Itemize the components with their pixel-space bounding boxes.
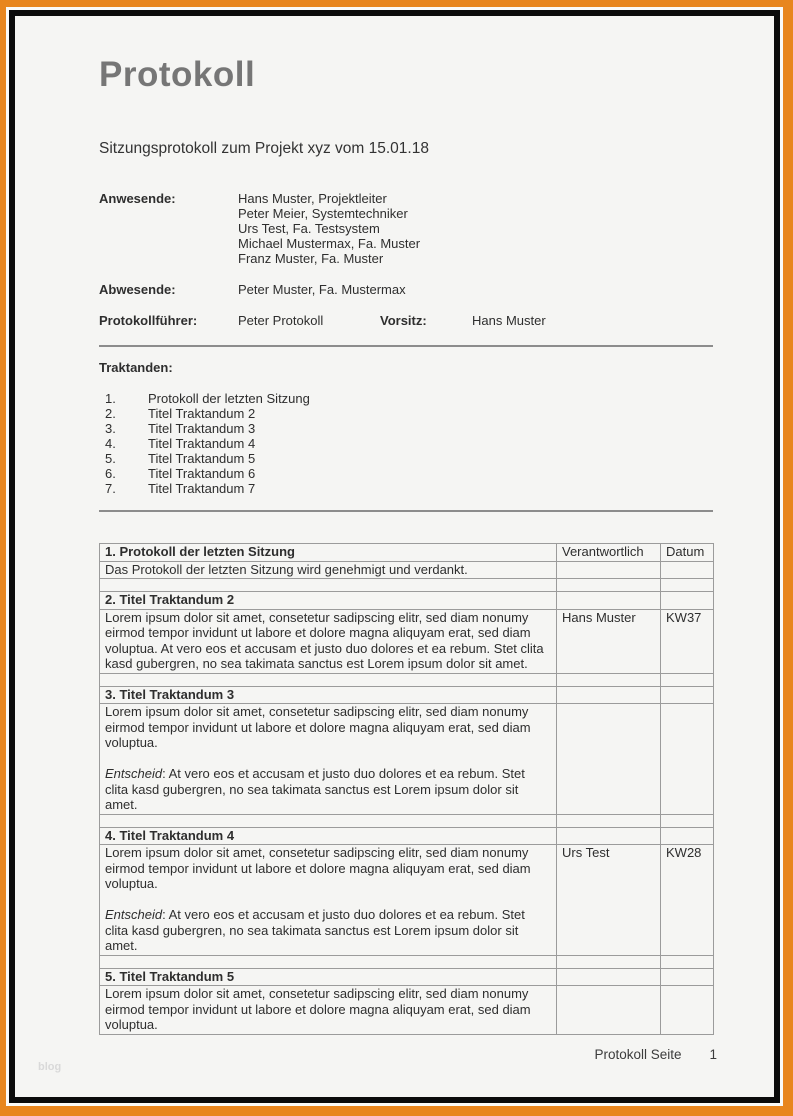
footer-page-label: Protokoll Seite: [594, 1047, 682, 1062]
absentees-value: Peter Muster, Fa. Mustermax: [238, 282, 406, 297]
agenda-item-text: Titel Traktandum 3: [148, 421, 256, 436]
table-row: [100, 968, 714, 986]
section-text-cell: [100, 845, 557, 956]
attendees-label: Anwesende:: [99, 191, 176, 206]
minute-taker-value: Peter Protokoll: [238, 313, 324, 328]
paragraph: Lorem ipsum dolor sit amet, consetetur sadipscing elitr, sed diam nonumy eirmod tempor invidunt ut labore et dolore magna aliquyam erat, sed diam voluptua.: [105, 704, 531, 750]
responsible-cell: [557, 704, 661, 815]
section-text-cell: [100, 704, 557, 815]
section-title-cell: 1. Protokoll der letzten Sitzung: [100, 544, 557, 562]
date-cell: [661, 592, 714, 610]
chair-value: Hans Muster: [472, 313, 546, 328]
document-subtitle: Sitzungsprotokoll zum Projekt xyz vom 15.01.18: [99, 140, 429, 157]
table-row: [100, 544, 714, 562]
chair-label: Vorsitz:: [380, 313, 427, 328]
date-cell: [661, 561, 714, 579]
agenda-item: [105, 451, 713, 466]
paragraph: Entscheid: At vero eos et accusam et justo duo dolores et ea rebum. Stet clita kasd gubergren, no sea takimata sanctus est Lorem ipsum dolor sit amet.: [105, 907, 525, 953]
decision-lead: Entscheid: [105, 766, 163, 781]
date-cell: [661, 986, 714, 1035]
attendee-line: Franz Muster, Fa. Muster: [238, 251, 384, 266]
attendee-line: Urs Test, Fa. Testsystem: [238, 221, 380, 236]
table-row: [100, 955, 714, 968]
agenda-item-number: 4.: [105, 436, 116, 451]
table-row: [100, 561, 714, 579]
spacer-cell: [557, 673, 661, 686]
date-cell: [661, 968, 714, 986]
document-page: [9, 10, 780, 1103]
date-cell: KW28: [661, 845, 714, 956]
date-cell: [661, 827, 714, 845]
table-row: [100, 986, 714, 1035]
agenda-item: [105, 481, 713, 496]
agenda-item-number: 5.: [105, 451, 116, 466]
agenda-item-number: 2.: [105, 406, 116, 421]
agenda-item-number: 3.: [105, 421, 116, 436]
agenda-item: [105, 466, 713, 481]
section-title-cell: 5. Titel Traktandum 5: [100, 968, 557, 986]
agenda-item: [105, 406, 713, 421]
section-title-cell: 4. Titel Traktandum 4: [100, 827, 557, 845]
attendee-line: Hans Muster, Projektleiter: [238, 191, 387, 206]
section-title-cell: 3. Titel Traktandum 3: [100, 686, 557, 704]
date-cell: [661, 704, 714, 815]
table-row: [100, 592, 714, 610]
table-row: [100, 704, 714, 815]
table-row: [100, 673, 714, 686]
spacer-cell: [100, 814, 557, 827]
spacer-cell: [100, 579, 557, 592]
agenda-item-text: Protokoll der letzten Sitzung: [148, 391, 310, 406]
date-cell: [661, 686, 714, 704]
divider-bottom: [99, 510, 713, 512]
responsible-cell: [557, 968, 661, 986]
meta-section: [99, 191, 713, 328]
footer-page-number: 1: [709, 1047, 717, 1062]
table-row: [100, 845, 714, 956]
paragraph: Lorem ipsum dolor sit amet, consetetur sadipscing elitr, sed diam nonumy eirmod tempor invidunt ut labore et dolore magna aliquyam erat, sed diam voluptua.: [105, 845, 531, 891]
date-header-cell: Datum: [661, 544, 714, 562]
minute-taker-label: Protokollführer:: [99, 313, 198, 328]
divider-top: [99, 345, 713, 347]
agenda-item-number: 6.: [105, 466, 116, 481]
spacer-cell: [557, 579, 661, 592]
spacer-cell: [100, 955, 557, 968]
agenda-item-text: Titel Traktandum 6: [148, 466, 256, 481]
responsible-header-cell: Verantwortlich: [557, 544, 661, 562]
paragraph: Entscheid: At vero eos et accusam et justo duo dolores et ea rebum. Stet clita kasd gubergren, no sea takimata sanctus est Lorem ipsum dolor sit amet.: [105, 766, 525, 812]
paragraph: Das Protokoll der letzten Sitzung wird genehmigt und verdankt.: [105, 561, 468, 577]
table-row: [100, 609, 714, 673]
agenda-item-text: Titel Traktandum 4: [148, 436, 256, 451]
attendee-line: Michael Mustermax, Fa. Muster: [238, 236, 421, 251]
table-row: [100, 814, 714, 827]
agenda-item-number: 7.: [105, 481, 116, 496]
spacer-cell: [557, 955, 661, 968]
spacer-cell: [100, 673, 557, 686]
attendees-row: [99, 191, 713, 266]
agenda-label: Traktanden:: [99, 360, 173, 375]
decision-lead: Entscheid: [105, 907, 163, 922]
attendees-list: [238, 191, 420, 266]
section-text-cell: [100, 986, 557, 1035]
agenda-item: [105, 436, 713, 451]
protocol-table: [99, 543, 714, 1035]
page-footer: [594, 1047, 717, 1062]
responsible-cell: [557, 592, 661, 610]
watermark: blog: [38, 1061, 62, 1073]
spacer-cell: [661, 579, 714, 592]
minute-taker-row: [99, 313, 713, 328]
absentees-row: [99, 282, 713, 297]
section-title-cell: 2. Titel Traktandum 2: [100, 592, 557, 610]
responsible-cell: [557, 827, 661, 845]
agenda-item-text: Titel Traktandum 2: [148, 406, 256, 421]
agenda-item: [105, 391, 713, 406]
section-text-cell: [100, 609, 557, 673]
agenda-item: [105, 421, 713, 436]
document-content: [99, 16, 713, 1035]
responsible-cell: Hans Muster: [557, 609, 661, 673]
agenda-item-text: Titel Traktandum 7: [148, 481, 256, 496]
absentees-label: Abwesende:: [99, 282, 176, 297]
table-row: [100, 827, 714, 845]
date-cell: KW37: [661, 609, 714, 673]
agenda-item-number: 1.: [105, 391, 116, 406]
paragraph: Lorem ipsum dolor sit amet, consetetur sadipscing elitr, sed diam nonumy eirmod tempor invidunt ut labore et dolore magna aliquyam erat, sed diam voluptua. At vero eos et accusam et justo duo dolores et ea rebum. Stet clita kasd gubergren, no sea takimata sanctus est Lorem ipsum dolor sit amet.: [105, 609, 544, 671]
spacer-cell: [557, 814, 661, 827]
spacer-cell: [661, 814, 714, 827]
agenda-item-text: Titel Traktandum 5: [148, 451, 256, 466]
responsible-cell: Urs Test: [557, 845, 661, 956]
agenda-list: [99, 391, 713, 496]
spacer-cell: [661, 673, 714, 686]
page-title: Protokoll: [99, 55, 256, 94]
responsible-cell: [557, 686, 661, 704]
table-row: [100, 579, 714, 592]
responsible-cell: [557, 986, 661, 1035]
attendee-line: Peter Meier, Systemtechniker: [238, 206, 408, 221]
spacer-cell: [661, 955, 714, 968]
table-row: [100, 686, 714, 704]
paragraph: Lorem ipsum dolor sit amet, consetetur sadipscing elitr, sed diam nonumy eirmod tempor invidunt ut labore et dolore magna aliquyam erat, sed diam voluptua.: [105, 986, 531, 1032]
responsible-cell: [557, 561, 661, 579]
section-text-cell: [100, 561, 557, 579]
